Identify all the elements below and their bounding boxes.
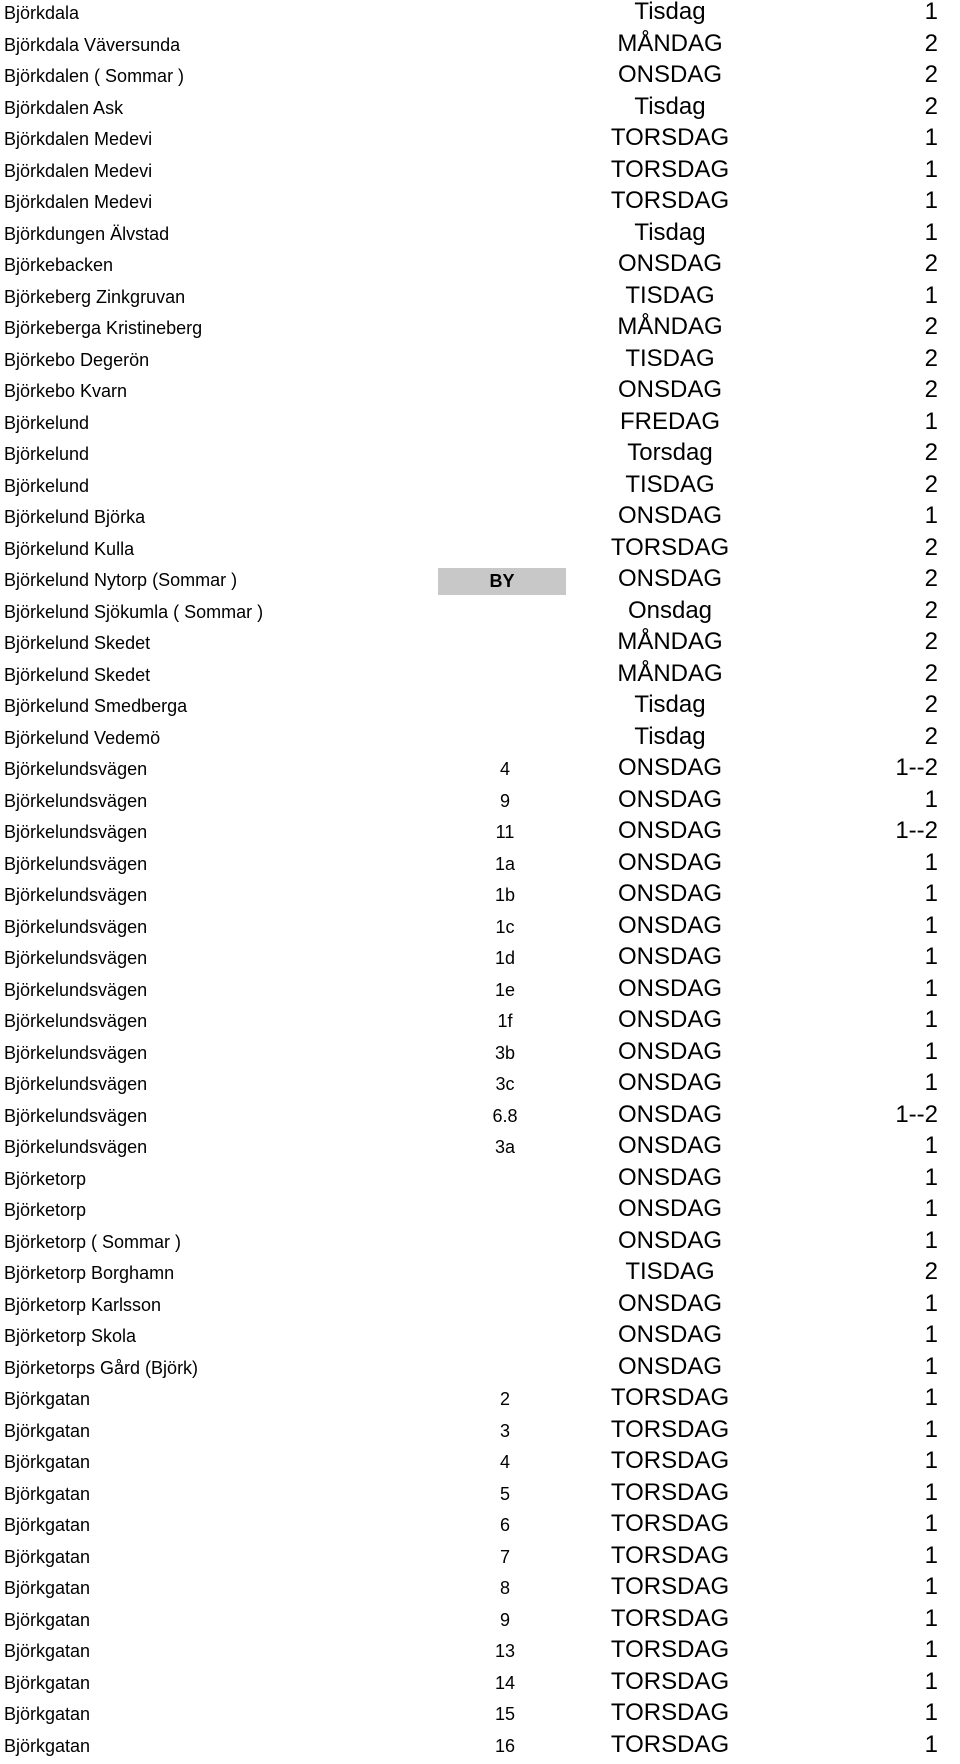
house-number: 11 — [435, 819, 575, 851]
week-number: 1 — [858, 1386, 938, 1418]
house-number: 1d — [435, 945, 575, 977]
weekday: ONSDAG — [590, 945, 750, 977]
house-number — [435, 32, 575, 64]
address-name: Björkelund Vedemö — [4, 725, 160, 757]
address-name: Björkdalen Medevi — [4, 126, 152, 158]
address-name: Björketorps Gård (Björk) — [4, 1355, 198, 1387]
weekday: ONSDAG — [590, 1071, 750, 1103]
week-number: 1 — [858, 1323, 938, 1355]
week-number: 1 — [858, 1071, 938, 1103]
table-row — [0, 315, 960, 347]
week-number: 1--2 — [858, 819, 938, 851]
address-name: Björkelund Smedberga — [4, 693, 187, 725]
address-name: Björkelundsvägen — [4, 914, 147, 946]
house-number — [435, 473, 575, 505]
address-name: Björkelund Skedet — [4, 630, 150, 662]
address-name: Björkebo Kvarn — [4, 378, 127, 410]
week-number: 1 — [858, 1575, 938, 1607]
table-row — [0, 725, 960, 757]
week-number: 2 — [858, 95, 938, 127]
weekday: MÅNDAG — [590, 630, 750, 662]
house-number: 8 — [435, 1575, 575, 1607]
weekday: Tisdag — [590, 725, 750, 757]
table-row — [0, 95, 960, 127]
weekday: Tisdag — [590, 95, 750, 127]
weekday: TISDAG — [590, 473, 750, 505]
house-number: 1a — [435, 851, 575, 883]
table-row — [0, 693, 960, 725]
week-number: 1 — [858, 1292, 938, 1324]
house-number — [435, 693, 575, 725]
address-name: Björkelundsvägen — [4, 1040, 147, 1072]
house-number — [435, 536, 575, 568]
weekday: Onsdag — [590, 599, 750, 631]
week-number: 2 — [858, 630, 938, 662]
table-row — [0, 1638, 960, 1670]
house-number: 6 — [435, 1512, 575, 1544]
house-number — [435, 284, 575, 316]
weekday: FREDAG — [590, 410, 750, 442]
week-number: 1 — [858, 189, 938, 221]
house-number: 15 — [435, 1701, 575, 1733]
week-number: 1 — [858, 977, 938, 1009]
week-number: 2 — [858, 693, 938, 725]
week-number: 1 — [858, 882, 938, 914]
table-row — [0, 1607, 960, 1639]
week-number: 1--2 — [858, 1103, 938, 1135]
address-name: Björkdalen ( Sommar ) — [4, 63, 184, 95]
address-name: Björkelundsvägen — [4, 1071, 147, 1103]
house-number — [435, 1323, 575, 1355]
week-number: 1 — [858, 1607, 938, 1639]
table-row — [0, 1103, 960, 1135]
weekday: ONSDAG — [590, 1229, 750, 1261]
week-number: 1 — [858, 1134, 938, 1166]
week-number: 2 — [858, 315, 938, 347]
table-row — [0, 1229, 960, 1261]
house-number: 3 — [435, 1418, 575, 1450]
week-number: 1 — [858, 0, 938, 32]
address-name: Björkdalen Ask — [4, 95, 123, 127]
address-name: Björkdungen Älvstad — [4, 221, 169, 253]
table-row — [0, 1197, 960, 1229]
address-name: Björkelundsvägen — [4, 819, 147, 851]
table-row — [0, 599, 960, 631]
table-row — [0, 1386, 960, 1418]
address-name: Björkelund Sjökumla ( Sommar ) — [4, 599, 263, 631]
address-name: Björkgatan — [4, 1607, 90, 1639]
weekday: TORSDAG — [590, 1638, 750, 1670]
table-row — [0, 630, 960, 662]
house-number — [435, 378, 575, 410]
weekday: ONSDAG — [590, 819, 750, 851]
weekday: TORSDAG — [590, 1670, 750, 1702]
house-number: 13 — [435, 1638, 575, 1670]
house-number: 1b — [435, 882, 575, 914]
week-number: 1 — [858, 1418, 938, 1450]
address-name: Björketorp ( Sommar ) — [4, 1229, 181, 1261]
address-name: Björkebo Degerön — [4, 347, 149, 379]
weekday: TORSDAG — [590, 1733, 750, 1764]
week-number: 2 — [858, 32, 938, 64]
weekday: MÅNDAG — [590, 32, 750, 64]
house-number — [435, 662, 575, 694]
weekday: ONSDAG — [590, 1355, 750, 1387]
address-name: Björkelundsvägen — [4, 756, 147, 788]
weekday: ONSDAG — [590, 378, 750, 410]
house-number: 16 — [435, 1733, 575, 1764]
weekday: ONSDAG — [590, 882, 750, 914]
table-row — [0, 1418, 960, 1450]
table-row — [0, 441, 960, 473]
house-number: 1f — [435, 1008, 575, 1040]
address-name: Björkdalen Medevi — [4, 189, 152, 221]
house-number: 6.8 — [435, 1103, 575, 1135]
week-number: 1 — [858, 914, 938, 946]
address-name: Björkgatan — [4, 1449, 90, 1481]
house-number — [435, 347, 575, 379]
week-number: 1 — [858, 1008, 938, 1040]
weekday: TORSDAG — [590, 536, 750, 568]
weekday: ONSDAG — [590, 756, 750, 788]
week-number: 2 — [858, 725, 938, 757]
address-name: Björkgatan — [4, 1512, 90, 1544]
table-row — [0, 1481, 960, 1513]
week-number: 1 — [858, 945, 938, 977]
house-number — [435, 189, 575, 221]
weekday: Tisdag — [590, 0, 750, 32]
house-number — [435, 1355, 575, 1387]
table-row — [0, 252, 960, 284]
table-row — [0, 567, 960, 599]
weekday: TORSDAG — [590, 1544, 750, 1576]
week-number: 2 — [858, 63, 938, 95]
table-row — [0, 126, 960, 158]
table-row — [0, 945, 960, 977]
table-row — [0, 819, 960, 851]
address-name: Björkgatan — [4, 1386, 90, 1418]
address-name: Björketorp Karlsson — [4, 1292, 161, 1324]
address-name: Björkebacken — [4, 252, 113, 284]
week-number: 1 — [858, 1638, 938, 1670]
table-row — [0, 1575, 960, 1607]
week-number: 2 — [858, 347, 938, 379]
week-number: 1 — [858, 158, 938, 190]
address-name: Björkdalen Medevi — [4, 158, 152, 190]
week-number: 1 — [858, 1229, 938, 1261]
house-number — [435, 630, 575, 662]
week-number: 1 — [858, 851, 938, 883]
weekday: ONSDAG — [590, 977, 750, 1009]
week-number: 1 — [858, 788, 938, 820]
address-name: Björkelund Nytorp (Sommar ) — [4, 567, 237, 599]
house-number — [435, 599, 575, 631]
weekday: ONSDAG — [590, 1008, 750, 1040]
house-number — [435, 126, 575, 158]
table-row — [0, 882, 960, 914]
table-row — [0, 977, 960, 1009]
week-number: 2 — [858, 252, 938, 284]
address-name: Björkgatan — [4, 1481, 90, 1513]
table-row — [0, 1701, 960, 1733]
house-number — [435, 1292, 575, 1324]
house-number — [435, 1260, 575, 1292]
week-number: 1--2 — [858, 756, 938, 788]
weekday: Tisdag — [590, 221, 750, 253]
address-name: Björkgatan — [4, 1575, 90, 1607]
table-row — [0, 1323, 960, 1355]
weekday: ONSDAG — [590, 1323, 750, 1355]
week-number: 2 — [858, 662, 938, 694]
table-row — [0, 32, 960, 64]
week-number: 2 — [858, 378, 938, 410]
address-name: Björkelundsvägen — [4, 1103, 147, 1135]
table-row — [0, 536, 960, 568]
weekday: TORSDAG — [590, 1575, 750, 1607]
weekday: TORSDAG — [590, 1418, 750, 1450]
address-name: Björkelund — [4, 473, 89, 505]
table-row — [0, 473, 960, 505]
table-row — [0, 1733, 960, 1764]
house-number — [435, 95, 575, 127]
address-name: Björkelundsvägen — [4, 851, 147, 883]
weekday: ONSDAG — [590, 63, 750, 95]
week-number: 1 — [858, 126, 938, 158]
house-number: 7 — [435, 1544, 575, 1576]
weekday: TORSDAG — [590, 1512, 750, 1544]
weekday: ONSDAG — [590, 1166, 750, 1198]
table-row — [0, 1040, 960, 1072]
weekday: ONSDAG — [590, 914, 750, 946]
weekday: ONSDAG — [590, 788, 750, 820]
weekday: ONSDAG — [590, 1103, 750, 1135]
week-number: 2 — [858, 441, 938, 473]
weekday: ONSDAG — [590, 1292, 750, 1324]
address-name: Björketorp Skola — [4, 1323, 136, 1355]
house-number — [435, 252, 575, 284]
week-number: 1 — [858, 1512, 938, 1544]
address-name: Björkgatan — [4, 1670, 90, 1702]
address-name: Björkdala Väversunda — [4, 32, 180, 64]
house-number: 9 — [435, 1607, 575, 1639]
weekday: TORSDAG — [590, 1701, 750, 1733]
weekday: ONSDAG — [590, 1197, 750, 1229]
weekday: TORSDAG — [590, 126, 750, 158]
table-row — [0, 189, 960, 221]
address-name: Björkgatan — [4, 1638, 90, 1670]
address-name: Björkelund — [4, 441, 89, 473]
table-row — [0, 1292, 960, 1324]
weekday: TISDAG — [590, 284, 750, 316]
table-row — [0, 1260, 960, 1292]
week-number: 1 — [858, 1197, 938, 1229]
table-row — [0, 347, 960, 379]
weekday: ONSDAG — [590, 252, 750, 284]
house-number: 3c — [435, 1071, 575, 1103]
house-number — [435, 725, 575, 757]
weekday: ONSDAG — [590, 1040, 750, 1072]
week-number: 2 — [858, 567, 938, 599]
address-name: Björkelund Björka — [4, 504, 145, 536]
table-row — [0, 914, 960, 946]
table-row — [0, 1670, 960, 1702]
weekday: Torsdag — [590, 441, 750, 473]
address-name: Björkgatan — [4, 1701, 90, 1733]
house-number: 14 — [435, 1670, 575, 1702]
weekday: TORSDAG — [590, 158, 750, 190]
house-number: 4 — [435, 756, 575, 788]
week-number: 1 — [858, 1481, 938, 1513]
weekday: ONSDAG — [590, 567, 750, 599]
address-name: Björkelund — [4, 410, 89, 442]
week-number: 2 — [858, 473, 938, 505]
week-number: 1 — [858, 284, 938, 316]
address-name: Björketorp — [4, 1166, 86, 1198]
house-number: 4 — [435, 1449, 575, 1481]
table-row — [0, 1544, 960, 1576]
table-row — [0, 1134, 960, 1166]
address-name: Björkelundsvägen — [4, 1134, 147, 1166]
table-row — [0, 284, 960, 316]
house-number — [435, 410, 575, 442]
house-number: 3a — [435, 1134, 575, 1166]
weekday: TORSDAG — [590, 1481, 750, 1513]
house-number — [435, 1229, 575, 1261]
address-name: Björkgatan — [4, 1544, 90, 1576]
house-number: 2 — [435, 1386, 575, 1418]
house-number: 5 — [435, 1481, 575, 1513]
house-number: 1c — [435, 914, 575, 946]
week-number: 1 — [858, 1544, 938, 1576]
weekday: TISDAG — [590, 1260, 750, 1292]
week-number: 1 — [858, 1449, 938, 1481]
address-name: Björkeberga Kristineberg — [4, 315, 202, 347]
house-number — [435, 315, 575, 347]
weekday: TORSDAG — [590, 189, 750, 221]
address-name: Björkelundsvägen — [4, 882, 147, 914]
table-row — [0, 851, 960, 883]
week-number: 1 — [858, 504, 938, 536]
table-row — [0, 410, 960, 442]
table-row — [0, 1166, 960, 1198]
house-number — [435, 63, 575, 95]
weekday: TORSDAG — [590, 1607, 750, 1639]
address-name: Björketorp — [4, 1197, 86, 1229]
weekday: MÅNDAG — [590, 315, 750, 347]
table-row — [0, 158, 960, 190]
table-row — [0, 788, 960, 820]
week-number: 1 — [858, 221, 938, 253]
address-name: Björkelund Skedet — [4, 662, 150, 694]
weekday: Tisdag — [590, 693, 750, 725]
address-name: Björkdala — [4, 0, 79, 32]
week-number: 2 — [858, 1260, 938, 1292]
weekday: MÅNDAG — [590, 662, 750, 694]
weekday: ONSDAG — [590, 1134, 750, 1166]
address-name: Björkeberg Zinkgruvan — [4, 284, 185, 316]
address-name: Björketorp Borghamn — [4, 1260, 174, 1292]
week-number: 1 — [858, 1355, 938, 1387]
house-number: 3b — [435, 1040, 575, 1072]
weekday: ONSDAG — [590, 851, 750, 883]
house-number — [435, 0, 575, 32]
address-name: Björkgatan — [4, 1733, 90, 1764]
address-name: Björkelundsvägen — [4, 945, 147, 977]
table-row — [0, 63, 960, 95]
address-name: Björkelundsvägen — [4, 977, 147, 1009]
table-row — [0, 1071, 960, 1103]
week-number: 2 — [858, 599, 938, 631]
weekday: TISDAG — [590, 347, 750, 379]
address-name: Björkelundsvägen — [4, 1008, 147, 1040]
house-number — [435, 1197, 575, 1229]
table-row — [0, 504, 960, 536]
highlighted-number-cell: BY — [438, 568, 566, 595]
table-row — [0, 1449, 960, 1481]
table-row — [0, 1008, 960, 1040]
week-number: 1 — [858, 1166, 938, 1198]
house-number — [435, 1166, 575, 1198]
table-row — [0, 662, 960, 694]
table-row — [0, 0, 960, 32]
week-number: 1 — [858, 1701, 938, 1733]
address-name: Björkelundsvägen — [4, 788, 147, 820]
week-number: 1 — [858, 1733, 938, 1764]
house-number — [435, 221, 575, 253]
table-row — [0, 221, 960, 253]
weekday: ONSDAG — [590, 504, 750, 536]
week-number: 1 — [858, 1040, 938, 1072]
table-row — [0, 756, 960, 788]
table-row — [0, 1355, 960, 1387]
house-number — [435, 441, 575, 473]
weekday: TORSDAG — [590, 1449, 750, 1481]
house-number — [435, 504, 575, 536]
table-row — [0, 1512, 960, 1544]
week-number: 1 — [858, 1670, 938, 1702]
house-number — [435, 158, 575, 190]
address-name: Björkelund Kulla — [4, 536, 134, 568]
house-number: 1e — [435, 977, 575, 1009]
house-number: 9 — [435, 788, 575, 820]
week-number: 1 — [858, 410, 938, 442]
table-row — [0, 378, 960, 410]
weekday: TORSDAG — [590, 1386, 750, 1418]
address-name: Björkgatan — [4, 1418, 90, 1450]
week-number: 2 — [858, 536, 938, 568]
